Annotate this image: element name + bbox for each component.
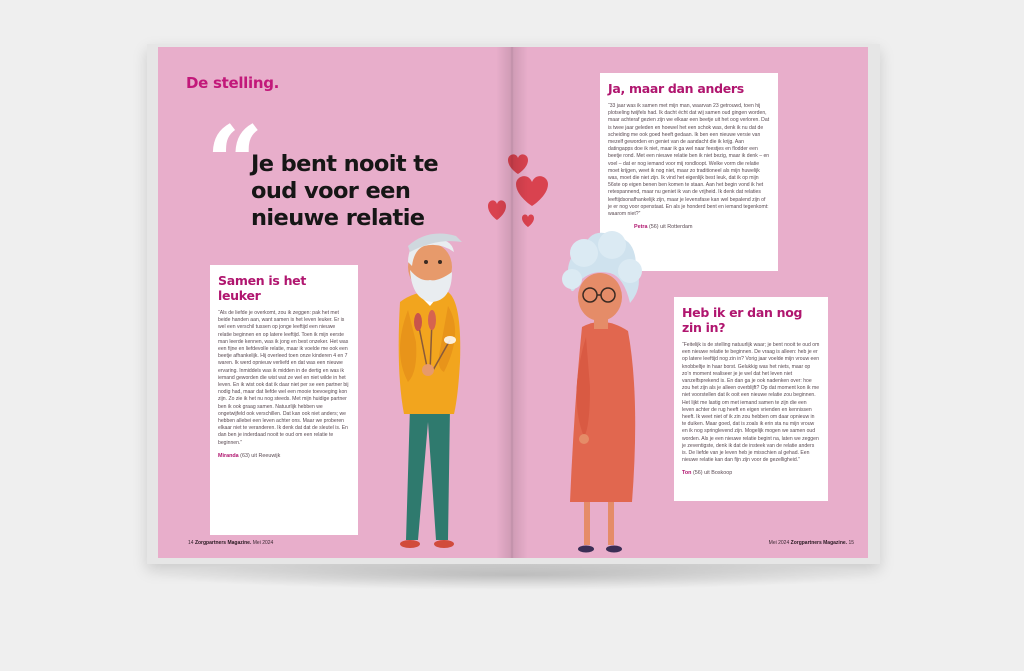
quote-mark-icon: “ [206,104,264,222]
story-author [218,453,350,459]
author-name: Petra [634,224,648,231]
hearts-decoration [480,150,560,240]
heart-icon [488,200,506,220]
issue-date: Mei 2024 [252,540,274,546]
footer-right [769,540,854,546]
issue-date: Mei 2024 [768,540,790,546]
story-card-miranda [210,265,358,535]
story-title: Ja, maar dan anders [608,81,744,96]
heart-icon [522,214,534,227]
author-meta: (56) uit Rotterdam [649,224,693,231]
author-meta: (63) uit Reeuwijk [240,452,281,459]
story-title: Heb ik er dan nog zin in? [682,305,803,335]
old-woman-illustration [532,227,652,557]
left-page [158,47,512,558]
author-name: Ton [682,470,692,477]
spread-shadow [150,560,880,590]
section-label: De stelling. [186,74,280,92]
story-title: Samen is het leuker [218,273,307,303]
page-headline: Je bent nooit te oud voor een nieuwe relatie [251,151,439,231]
story-card-ton [674,297,828,501]
page-number: 14 [188,540,194,546]
author-name: Miranda [218,452,239,459]
old-man-illustration [378,222,498,552]
story-body: “Feitelijk is de stelling natuurlijk waar; je bent nooit te oud om een nieuwe relatie te beginnen. De vraag is alleen: heb je er op latere leeftijd nog zin in? Vorig jaar voelde mijn vrouw een knobbeltje in haar borst. Gelukkig was het niets, maar op zo’n moment realiseer je je wel dat het leven niet vanzelfsprekend is. En dan ga je ook nadenken over: hoe zou het zijn als je alleen overblijft? Op dat moment kon ik me niet voorstellen dat ik ooit een nieuwe relatie zou beginnen. Het lijkt me lastig om met iemand samen te zijn die een leven achter de rug heeft en eigen vrienden en kennissen heeft. Ik weet niet of ik zin zou hebben om daar opnieuw in te duiken. Maar goed, dat is zoals ik erin sta nu mijn vrouw en ik nog springlevend zijn. Mogelijk mogen we samen oud worden. Als je een nieuwe relatie begint na, laten we zeggen je zeventigste, denk ik dat de insteek van de relatie anders is. De liefde van je leven heb je misschien al gehad. Een nieuwe relatie kan dan fijn zijn voor de gezelligheid.” [682,342,820,464]
story-body: “Als de liefde je overkomt, zou ik zeggen: pak het met beide handen aan, want samen is het leven leuker. Er is wel een verschil tussen op jonge leeftijd een nieuwe relatie beginnen en op latere leeftijd. Toen ik mijn eerste man leerde kennen, was ik jong en best onzeker. Het was een fijne en liefdevolle relatie, maar ik voelde me ook een beetje afhankelijk. Hij overleed toen onze kinderen 4 en 7 waren. Ik werd opnieuw verliefd en dat was een nieuwe ervaring. Inmiddels was ik midden in de dertig en was ik iemand geworden die wist wat ze wel en niet wilde in het leven. En ik wist ook dat ik daar niet per se een partner bij nodig had, maar dat liefde wel een mooie toevoeging kon zijn. Zo zie ik het nu nog steeds. Met mijn huidige partner ben ik ook graag samen. Natuurlijk hebben we ongetwijfeld ook verschillen. Dat kan ook niet anders; we hebben allebei een leven achter ons. Maar we proberen elkaar niet te veranderen. Ik denk dat dat de sleutel is. En dan ben je inderdaad nooit te oud om een relatie te beginnen.” [218,310,349,446]
author-meta: (56) uit Boskoop [692,470,733,477]
heart-icon [508,154,528,174]
heart-icon [516,176,548,206]
right-page [512,47,868,558]
magazine-name: Zorgpartners Magazine. [194,540,252,546]
magazine-name: Zorgpartners Magazine. [790,540,848,546]
story-body: “33 jaar was ik samen met mijn man, waarvan 23 getrouwd, toen hij plotseling twijfels had. Ik dacht écht dat wij samen oud gingen worden, maar achteraf gezien zijn we elkaar een beetje uit het oog verloren. Dat is twee jaar geleden en hoewel het een schok was, denk ik nu dat de scheiding me ook goed heeft gedaan. Ik ben een nieuwe versie van mezelf geworden en geniet van de aandacht die ik krijg. Aan datingapps doe ik niet, maar ik ga wel naar feestjes en flodder een beetje rond. Met een nieuwe relatie ben ik niet bezig, maar ik denk – en voel – dat er nog iemand voor mij rondloopt. Welke vorm die relatie moet krijgen, weet ik nog niet, maar zo traditioneel als mijn huwelijk was, moet die niet zijn. Ik vind het eigenlijk best leuk, dat ik op mijn 56ste op eigen benen ben komen te staan. Aan het begin vond ik het retespannend, maar nu geniet ik van de vrijheid. Ik denk dat relaties leeftijdsonafhankelijk zijn, maar je levensfase kan wel bepalend zijn of je er nog voor openstaat. En als je honderd bent en iemand tegenkomt: waarom niet?” [608,103,770,218]
footer-left [188,540,273,546]
story-author [682,470,820,476]
story-author [634,224,770,230]
page-number: 15 [848,540,854,546]
